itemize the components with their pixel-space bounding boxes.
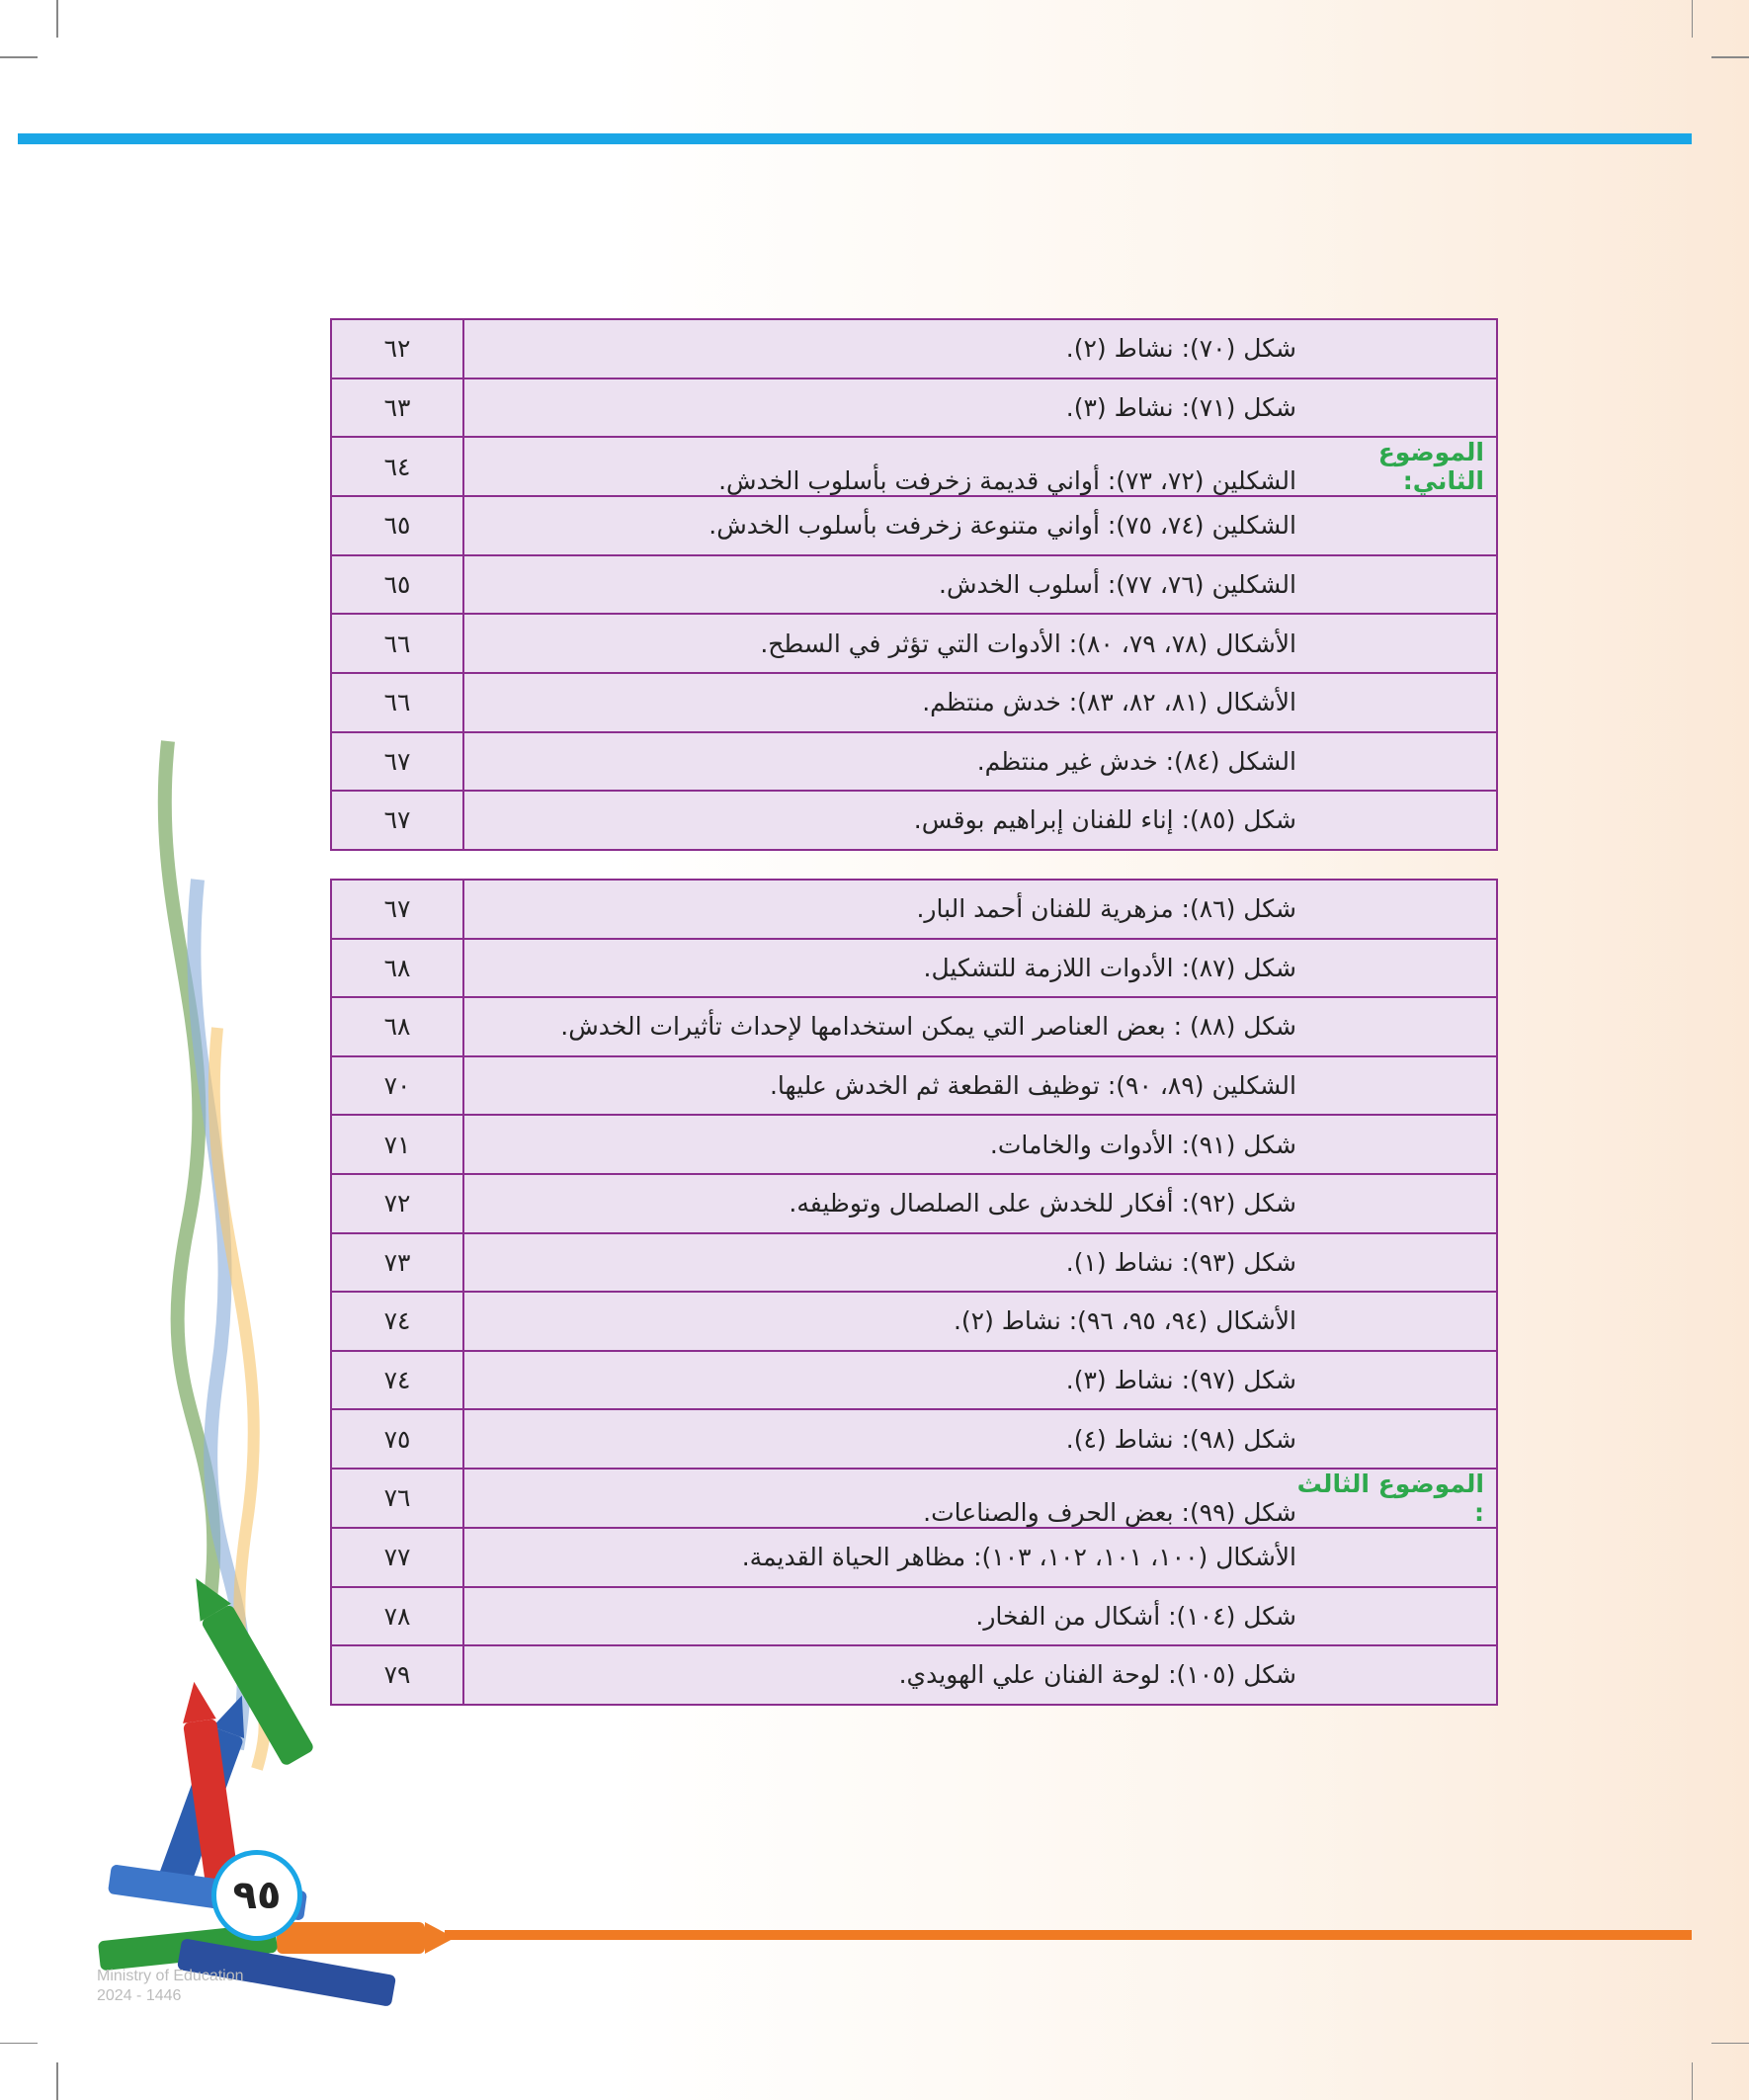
toc-page-number: ٧٥ bbox=[331, 1409, 463, 1469]
toc-row bbox=[331, 880, 1497, 939]
toc-entry-text: شكل (١٠٥): لوحة الفنان علي الهويدي. bbox=[898, 1660, 1296, 1690]
toc-entry-text: الأشكال (٩٤، ٩٥، ٩٦): نشاط (٢). bbox=[953, 1306, 1296, 1336]
footer-accent-bar bbox=[445, 1930, 1692, 1940]
toc-row bbox=[331, 1587, 1497, 1646]
toc-entry-cell bbox=[463, 791, 1497, 850]
toc-row bbox=[331, 673, 1497, 732]
toc-entry-cell bbox=[463, 1469, 1497, 1528]
toc-page-number: ٦٨ bbox=[331, 997, 463, 1056]
toc-entry-cell bbox=[463, 939, 1497, 998]
toc-row bbox=[331, 1409, 1497, 1469]
toc-page-number: ٦٦ bbox=[331, 673, 463, 732]
toc-entry-text: الأشكال (١٠٠، ١٠١، ١٠٢، ١٠٣): مظاهر الحياة القديمة. bbox=[741, 1543, 1296, 1572]
toc-table-2 bbox=[330, 879, 1498, 1706]
toc-entry-text: شكل (٨٨) : بعض العناصر التي يمكن استخدامها لإحداث تأثيرات الخدش. bbox=[560, 1012, 1296, 1042]
toc-row bbox=[331, 378, 1497, 438]
crop-mark bbox=[56, 0, 58, 38]
toc-entry-text: شكل (٩١): الأدوات والخامات. bbox=[989, 1130, 1296, 1159]
toc-entry-text: الأشكال (٨١، ٨٢، ٨٣): خدش منتظم. bbox=[922, 688, 1296, 717]
topic-label: الموضوع الثالث : bbox=[1296, 1469, 1484, 1527]
toc-entry-cell bbox=[463, 1587, 1497, 1646]
toc-page-number: ٦٨ bbox=[331, 939, 463, 998]
toc-page-number: ٦٦ bbox=[331, 614, 463, 673]
toc-entry-cell bbox=[463, 555, 1497, 615]
toc-entry-text: الشكل (٨٤): خدش غير منتظم. bbox=[976, 746, 1296, 776]
toc-page-number: ٧٢ bbox=[331, 1174, 463, 1233]
page-number: ٩٥ bbox=[211, 1850, 302, 1941]
toc-entry-text: شكل (٩٧): نشاط (٣). bbox=[1065, 1366, 1296, 1395]
toc-row bbox=[331, 1233, 1497, 1293]
toc-entry-cell bbox=[463, 437, 1497, 496]
toc-row bbox=[331, 614, 1497, 673]
toc-entry-text: شكل (٨٧): الأدوات اللازمة للتشكيل. bbox=[923, 953, 1296, 982]
toc-row bbox=[331, 1115, 1497, 1174]
crop-mark bbox=[56, 2062, 58, 2100]
toc-row bbox=[331, 732, 1497, 792]
toc-entry-text: الشكلين (٧٦، ٧٧): أسلوب الخدش. bbox=[939, 570, 1296, 600]
toc-entry-cell bbox=[463, 732, 1497, 792]
toc-row bbox=[331, 1292, 1497, 1351]
toc-page-number: ٦٧ bbox=[331, 880, 463, 939]
toc-entry-text: شكل (٩٨): نشاط (٤). bbox=[1065, 1424, 1296, 1454]
toc-entry-cell bbox=[463, 997, 1497, 1056]
toc-entry-text: الشكلين (٨٩، ٩٠): توظيف القطعة ثم الخدش عليها. bbox=[769, 1071, 1296, 1101]
toc-entry-text: الشكلين (٧٢، ٧٣): أواني قديمة زخرفت بأسلوب الخدش. bbox=[718, 466, 1296, 496]
toc-page-number: ٧٧ bbox=[331, 1528, 463, 1587]
toc-page-number: ٧١ bbox=[331, 1115, 463, 1174]
topic-label: الموضوع الثاني: bbox=[1377, 438, 1484, 496]
toc-page-number: ٦٥ bbox=[331, 555, 463, 615]
toc-entry-text: شكل (٧١): نشاط (٣). bbox=[1065, 392, 1296, 422]
toc-row bbox=[331, 496, 1497, 555]
toc-row bbox=[331, 437, 1497, 496]
toc-entry-cell bbox=[463, 319, 1497, 378]
crop-mark bbox=[0, 2043, 38, 2045]
crop-mark bbox=[0, 56, 38, 58]
toc-row bbox=[331, 1528, 1497, 1587]
toc-page-number: ٧٤ bbox=[331, 1292, 463, 1351]
toc-entry-text: الأشكال (٧٨، ٧٩، ٨٠): الأدوات التي تؤثر في السطح. bbox=[760, 629, 1296, 658]
toc-row bbox=[331, 1469, 1497, 1528]
toc-entry-cell bbox=[463, 673, 1497, 732]
toc-row bbox=[331, 1056, 1497, 1116]
toc-page-number: ٧٠ bbox=[331, 1056, 463, 1116]
orange-crayon bbox=[277, 1922, 425, 1954]
toc-entry-cell bbox=[463, 1645, 1497, 1705]
toc-page-number: ٧٣ bbox=[331, 1233, 463, 1293]
toc-entry-cell bbox=[463, 1233, 1497, 1293]
toc-entry-text: شكل (٨٥): إناء للفنان إبراهيم بوقس. bbox=[913, 805, 1296, 835]
toc-row bbox=[331, 997, 1497, 1056]
toc-entry-cell bbox=[463, 496, 1497, 555]
toc-page-number: ٧٤ bbox=[331, 1351, 463, 1410]
toc-entry-cell bbox=[463, 1115, 1497, 1174]
toc-entry-cell bbox=[463, 1292, 1497, 1351]
toc-page-number: ٦٥ bbox=[331, 496, 463, 555]
toc-entry-cell bbox=[463, 1174, 1497, 1233]
ministry-name: Ministry of Education bbox=[97, 1968, 244, 1984]
toc-page-number: ٦٤ bbox=[331, 437, 463, 496]
ministry-year: 2024 - 1446 bbox=[97, 1987, 182, 2004]
toc-entry-cell bbox=[463, 1409, 1497, 1469]
toc-entry-text: شكل (٩٢): أفكار للخدش على الصلصال وتوظيفه. bbox=[789, 1189, 1296, 1218]
toc-page-number: ٦٢ bbox=[331, 319, 463, 378]
crop-mark bbox=[1692, 2062, 1694, 2100]
toc-entry-text: شكل (٧٠): نشاط (٢). bbox=[1065, 334, 1296, 364]
toc-entry-text: شكل (٩٩): بعض الحرف والصناعات. bbox=[923, 1497, 1296, 1527]
toc-row bbox=[331, 791, 1497, 850]
crop-mark bbox=[1711, 56, 1749, 58]
toc-entry-text: شكل (٩٣): نشاط (١). bbox=[1065, 1247, 1296, 1277]
toc-page-number: ٧٩ bbox=[331, 1645, 463, 1705]
toc-entry-cell bbox=[463, 614, 1497, 673]
crop-mark bbox=[1711, 2043, 1749, 2045]
toc-entry-text: الشكلين (٧٤، ٧٥): أواني متنوعة زخرفت بأسلوب الخدش. bbox=[708, 511, 1296, 541]
toc-row bbox=[331, 1351, 1497, 1410]
toc-page-number: ٦٧ bbox=[331, 791, 463, 850]
toc-page-number: ٦٧ bbox=[331, 732, 463, 792]
toc-row bbox=[331, 1645, 1497, 1705]
crop-mark bbox=[1692, 0, 1694, 38]
toc-row bbox=[331, 939, 1497, 998]
toc-page-number: ٦٣ bbox=[331, 378, 463, 438]
toc-entry-cell bbox=[463, 1351, 1497, 1410]
toc-entry-cell bbox=[463, 378, 1497, 438]
toc-page-number: ٧٨ bbox=[331, 1587, 463, 1646]
toc-row bbox=[331, 1174, 1497, 1233]
toc-row bbox=[331, 555, 1497, 615]
header-accent-bar bbox=[18, 133, 1692, 144]
toc-entry-text: شكل (١٠٤): أشكال من الفخار. bbox=[975, 1601, 1296, 1631]
toc-entry-cell bbox=[463, 880, 1497, 939]
toc-entry-text: شكل (٨٦): مزهرية للفنان أحمد البار. bbox=[916, 894, 1296, 924]
toc-entry-cell bbox=[463, 1056, 1497, 1116]
toc-table-1 bbox=[330, 318, 1498, 851]
toc-entry-cell bbox=[463, 1528, 1497, 1587]
toc-row bbox=[331, 319, 1497, 378]
ministry-label bbox=[97, 1967, 244, 2006]
toc-page-number: ٧٦ bbox=[331, 1469, 463, 1528]
